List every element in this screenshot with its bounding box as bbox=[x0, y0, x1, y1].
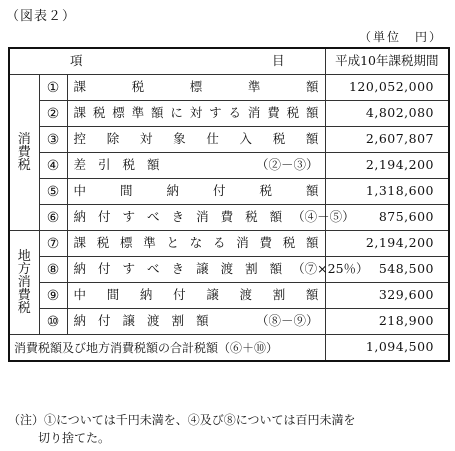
group-consumption-label: 消費税 bbox=[17, 132, 31, 173]
row-label bbox=[67, 75, 325, 101]
row-number: ⑦ bbox=[39, 231, 67, 257]
footnote-line-2: 切り捨てた。 bbox=[38, 431, 111, 445]
row-value: 548,500 bbox=[325, 257, 449, 283]
group-consumption-tax bbox=[9, 75, 39, 231]
row-label bbox=[67, 101, 325, 127]
row-label-text: 課 税 標 準 額 に 対 す る 消 費 税 額 bbox=[73, 105, 319, 121]
row-value: 1,318,600 bbox=[325, 179, 449, 205]
unit-label: （単位 円） bbox=[358, 30, 443, 44]
row-label bbox=[67, 231, 325, 257]
row-number: ⑩ bbox=[39, 309, 67, 335]
group-local-consumption-tax bbox=[9, 231, 39, 335]
row-number: ⑤ bbox=[39, 179, 67, 205]
row-number: ④ bbox=[39, 153, 67, 179]
row-value: 329,600 bbox=[325, 283, 449, 309]
row-number: ① bbox=[39, 75, 67, 101]
row-label-text: 課 税 標 準 額 bbox=[73, 79, 319, 95]
row-label-text: 納 付 す べ き 譲 渡 割 額 （⑦×25％） bbox=[73, 261, 369, 277]
row-label-text: 納 付 す べ き 消 費 税 額 （④－⑤） bbox=[73, 209, 355, 225]
table-row bbox=[9, 257, 449, 283]
row-number: ③ bbox=[39, 127, 67, 153]
row-label-text: 差 引 税 額 （②－③） bbox=[73, 157, 319, 173]
row-number: ⑥ bbox=[39, 205, 67, 231]
table-row bbox=[9, 205, 449, 231]
row-label bbox=[67, 205, 355, 231]
row-label bbox=[67, 153, 325, 179]
row-label bbox=[67, 309, 325, 335]
header-item-cell bbox=[9, 48, 325, 75]
row-number: ⑧ bbox=[39, 257, 67, 283]
row-value: 218,900 bbox=[325, 309, 449, 335]
header-row bbox=[9, 48, 449, 75]
row-label-text: 中 間 納 付 譲 渡 割 額 bbox=[73, 287, 319, 303]
table-row bbox=[9, 127, 449, 153]
table-row bbox=[9, 75, 449, 101]
table-row bbox=[9, 153, 449, 179]
row-label-text: 課 税 標 準 と な る 消 費 税 額 bbox=[73, 235, 319, 251]
total-row bbox=[9, 335, 449, 362]
row-label-text: 控 除 対 象 仕 入 税 額 bbox=[73, 131, 319, 147]
table-row bbox=[9, 231, 449, 257]
row-value: 4,802,080 bbox=[325, 101, 449, 127]
tax-table bbox=[8, 47, 450, 362]
row-value: 2,607,807 bbox=[325, 127, 449, 153]
table-row bbox=[9, 283, 449, 309]
row-number: ② bbox=[39, 101, 67, 127]
row-label-text: 中 間 納 付 税 額 bbox=[73, 183, 319, 199]
row-number: ⑨ bbox=[39, 283, 67, 309]
row-value: 875,600 bbox=[325, 205, 449, 231]
total-label: 消費税額及び地方消費税額の合計税額（⑥＋⑩） bbox=[9, 335, 325, 362]
table-row bbox=[9, 309, 449, 335]
footnote bbox=[8, 411, 448, 447]
group-local-label: 地方消費税 bbox=[17, 249, 31, 316]
header-item-a: 項 bbox=[70, 53, 83, 69]
row-label bbox=[67, 179, 325, 205]
row-value: 2,194,200 bbox=[325, 231, 449, 257]
row-value: 2,194,200 bbox=[325, 153, 449, 179]
header-period: 平成10年課税期間 bbox=[325, 48, 449, 75]
row-label bbox=[67, 257, 369, 283]
total-value: 1,094,500 bbox=[325, 335, 449, 362]
footnote-line-1: （注）①については千円未満を、④及び⑧については百円未満を bbox=[8, 413, 356, 427]
table-row bbox=[9, 179, 449, 205]
figure-title: （図表２） bbox=[6, 9, 77, 24]
row-label bbox=[67, 127, 325, 153]
row-label-text: 納 付 譲 渡 割 額 （⑧－⑨） bbox=[73, 313, 319, 329]
row-value: 120,052,000 bbox=[325, 75, 449, 101]
table-row bbox=[9, 101, 449, 127]
header-item-b: 目 bbox=[272, 53, 285, 69]
row-label bbox=[67, 283, 325, 309]
